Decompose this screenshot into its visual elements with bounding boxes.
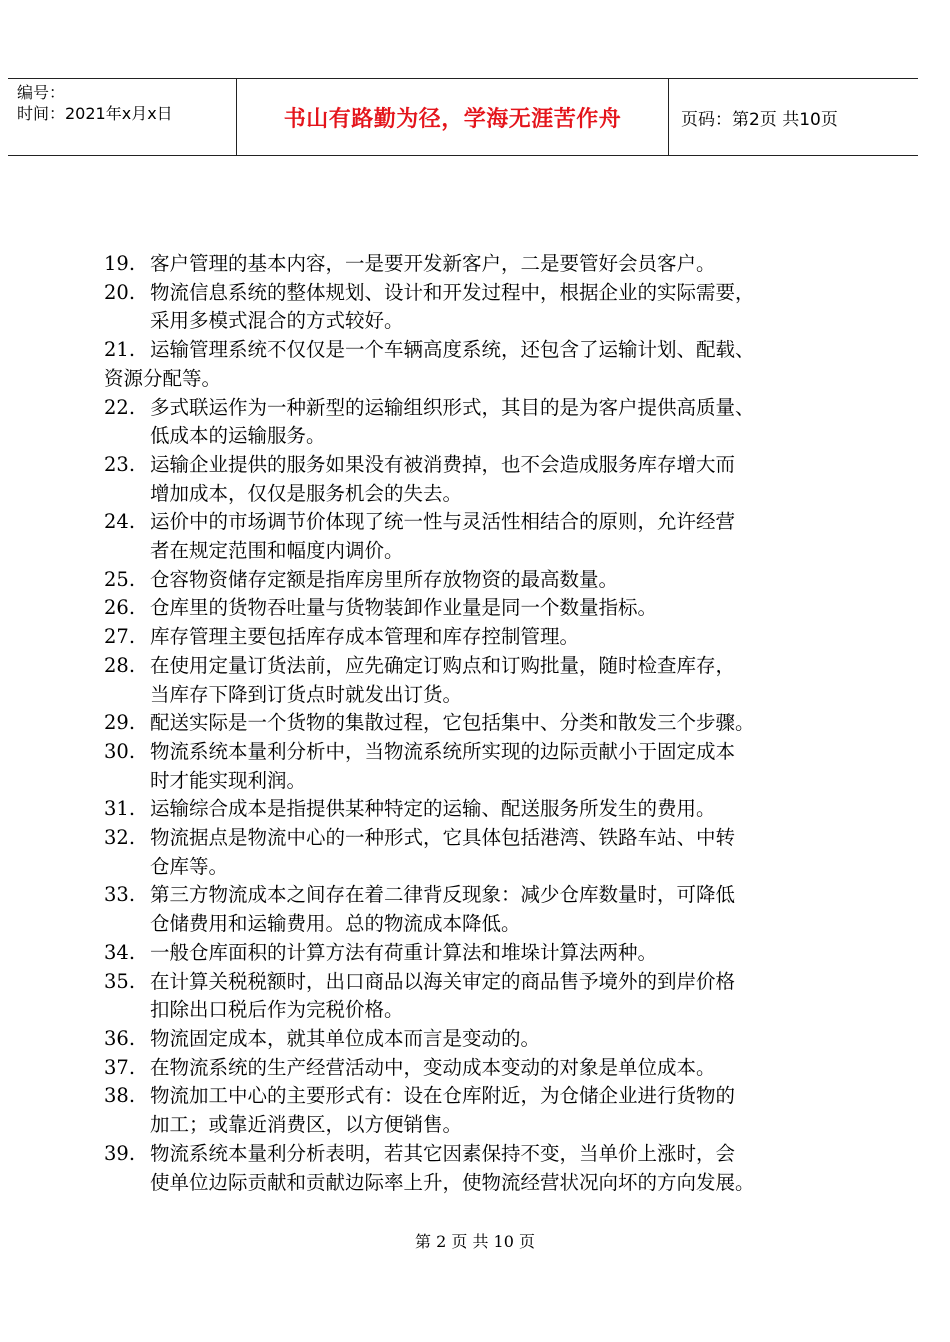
item-number: 25. <box>104 567 136 591</box>
item-text-line: 当库存下降到订货点时就发出订货。 <box>150 682 463 706</box>
item-text-line: 者在规定范围和幅度内调价。 <box>150 539 404 563</box>
item-number: 26. <box>104 596 136 620</box>
list-item <box>104 1140 844 1197</box>
item-number: 24. <box>104 510 136 534</box>
item-text <box>150 394 844 451</box>
item-text-line: 资源分配等。 <box>104 366 222 390</box>
item-number: 31. <box>104 797 136 821</box>
list-item <box>104 709 844 738</box>
item-text-line: 扣除出口税后作为完税价格。 <box>150 998 404 1022</box>
item-text-line: 运输综合成本是指提供某种特定的运输、配送服务所发生的费用。 <box>150 797 716 821</box>
item-text <box>150 881 844 938</box>
footer-page-number: 第 2 页 共 10 页 <box>415 1232 535 1251</box>
item-number: 20. <box>104 280 136 304</box>
item-number: 28. <box>104 653 136 677</box>
item-number: 33. <box>104 883 136 907</box>
item-text-line: 一般仓库面积的计算方法有荷重计算法和堆垛计算法两种。 <box>150 940 658 964</box>
item-text-line: 库存管理主要包括库存成本管理和库存控制管理。 <box>150 625 580 649</box>
item-text <box>150 508 844 565</box>
item-text-line: 物流加工中心的主要形式有：设在仓库附近，为仓储企业进行货物的 <box>150 1084 736 1108</box>
item-number: 23. <box>104 452 136 476</box>
item-text <box>150 824 844 881</box>
list-item <box>104 1025 844 1054</box>
item-text <box>150 738 844 795</box>
item-text-line: 增加成本，仅仅是服务机会的失去。 <box>150 481 463 505</box>
item-text <box>150 652 844 709</box>
page-header <box>8 78 918 156</box>
item-text-line: 物流系统本量利分析表明，若其它因素保持不变，当单价上涨时，会 <box>150 1141 736 1165</box>
item-text <box>150 1082 844 1139</box>
item-text-line: 运输企业提供的服务如果没有被消费掉，也不会造成服务库存增大而 <box>150 452 736 476</box>
item-text <box>150 1054 844 1083</box>
item-number: 19. <box>104 252 136 275</box>
item-text-line: 在物流系统的生产经营活动中，变动成本变动的对象是单位成本。 <box>150 1055 716 1079</box>
item-number: 36. <box>104 1026 136 1050</box>
document-number-label: 编号： <box>17 83 66 102</box>
header-motto: 书山有路勤为径，学海无涯苦作舟 <box>237 79 669 155</box>
list-item <box>104 451 844 508</box>
item-text-line: 采用多模式混合的方式较好。 <box>150 309 404 333</box>
list-item <box>104 1054 844 1083</box>
item-text-line: 运输管理系统不仅仅是一个车辆高度系统，还包含了运输计划、配载、 <box>150 338 755 362</box>
header-page-info: 页码：第2页 共10页 <box>681 109 838 130</box>
item-text-line: 物流信息系统的整体规划、设计和开发过程中，根据企业的实际需要， <box>150 280 755 304</box>
item-text-line: 物流据点是物流中心的一种形式，它具体包括港湾、铁路车站、中转 <box>150 826 736 850</box>
item-number: 37. <box>104 1055 136 1079</box>
item-text-line: 客户管理的基本内容，一是要开发新客户，二是要管好会员客户。 <box>150 252 716 275</box>
item-text <box>150 566 844 595</box>
item-text-line: 配送实际是一个货物的集散过程，它包括集中、分类和散发三个步骤。 <box>150 711 755 735</box>
item-text <box>150 795 844 824</box>
item-text-line: 仓库等。 <box>150 854 229 878</box>
item-text <box>150 709 844 738</box>
item-text <box>150 279 844 336</box>
list-item <box>104 623 844 652</box>
item-text <box>150 451 844 508</box>
item-text-line: 运价中的市场调节价体现了统一性与灵活性相结合的原则，允许经营 <box>150 510 736 534</box>
item-text <box>150 623 844 652</box>
item-number: 27. <box>104 625 136 649</box>
list-item <box>104 795 844 824</box>
item-number: 29. <box>104 711 136 735</box>
item-number: 39. <box>104 1141 136 1165</box>
item-text <box>150 594 844 623</box>
item-text <box>150 250 844 279</box>
item-number: 32. <box>104 826 136 850</box>
list-item <box>104 394 844 451</box>
item-text-line: 在计算关税税额时，出口商品以海关审定的商品售予境外的到岸价格 <box>150 969 736 993</box>
item-text <box>150 968 844 1025</box>
item-text-line: 使单位边际贡献和贡献边际率上升，使物流经营状况向坏的方向发展。 <box>150 1170 755 1194</box>
list-item <box>104 1082 844 1139</box>
item-text-line: 仓储费用和运输费用。总的物流成本降低。 <box>150 912 521 936</box>
item-text <box>150 939 844 968</box>
list-item <box>104 968 844 1025</box>
list-item <box>104 881 844 938</box>
list-item <box>104 566 844 595</box>
item-number: 34. <box>104 940 136 964</box>
list-item <box>104 939 844 968</box>
page-footer <box>0 1229 950 1252</box>
list-item <box>104 738 844 795</box>
item-text-line: 在使用定量订货法前，应先确定订购点和订购批量，随时检查库存， <box>150 653 736 677</box>
item-text <box>150 1025 844 1054</box>
item-text-line: 仓库里的货物吞吐量与货物装卸作业量是同一个数量指标。 <box>150 596 658 620</box>
list-item <box>104 336 844 393</box>
question-list <box>104 250 844 1197</box>
list-item <box>104 250 844 279</box>
item-text-line: 第三方物流成本之间存在着二律背反现象：减少仓库数量时，可降低 <box>150 883 736 907</box>
item-number: 38. <box>104 1084 136 1108</box>
item-number: 21. <box>104 338 136 362</box>
item-text-line: 仓容物资储存定额是指库房里所存放物资的最高数量。 <box>150 567 619 591</box>
list-item <box>104 594 844 623</box>
item-number: 22. <box>104 395 136 419</box>
item-number: 35. <box>104 969 136 993</box>
list-item <box>104 824 844 881</box>
item-text <box>150 1140 844 1197</box>
document-date: 时间：2021年x月x日 <box>17 104 173 123</box>
item-text-line: 多式联运作为一种新型的运输组织形式，其目的是为客户提供高质量、 <box>150 395 755 419</box>
item-number: 30. <box>104 739 136 763</box>
header-meta <box>8 79 237 155</box>
item-text-line: 低成本的运输服务。 <box>150 424 326 448</box>
list-item <box>104 508 844 565</box>
item-text-line: 时才能实现利润。 <box>150 768 307 792</box>
item-text-line: 物流系统本量利分析中，当物流系统所实现的边际贡献小于固定成本 <box>150 739 736 763</box>
item-text-line: 物流固定成本，就其单位成本而言是变动的。 <box>150 1026 541 1050</box>
item-text-line: 加工；或靠近消费区，以方便销售。 <box>150 1113 463 1137</box>
list-item <box>104 279 844 336</box>
list-item <box>104 652 844 709</box>
